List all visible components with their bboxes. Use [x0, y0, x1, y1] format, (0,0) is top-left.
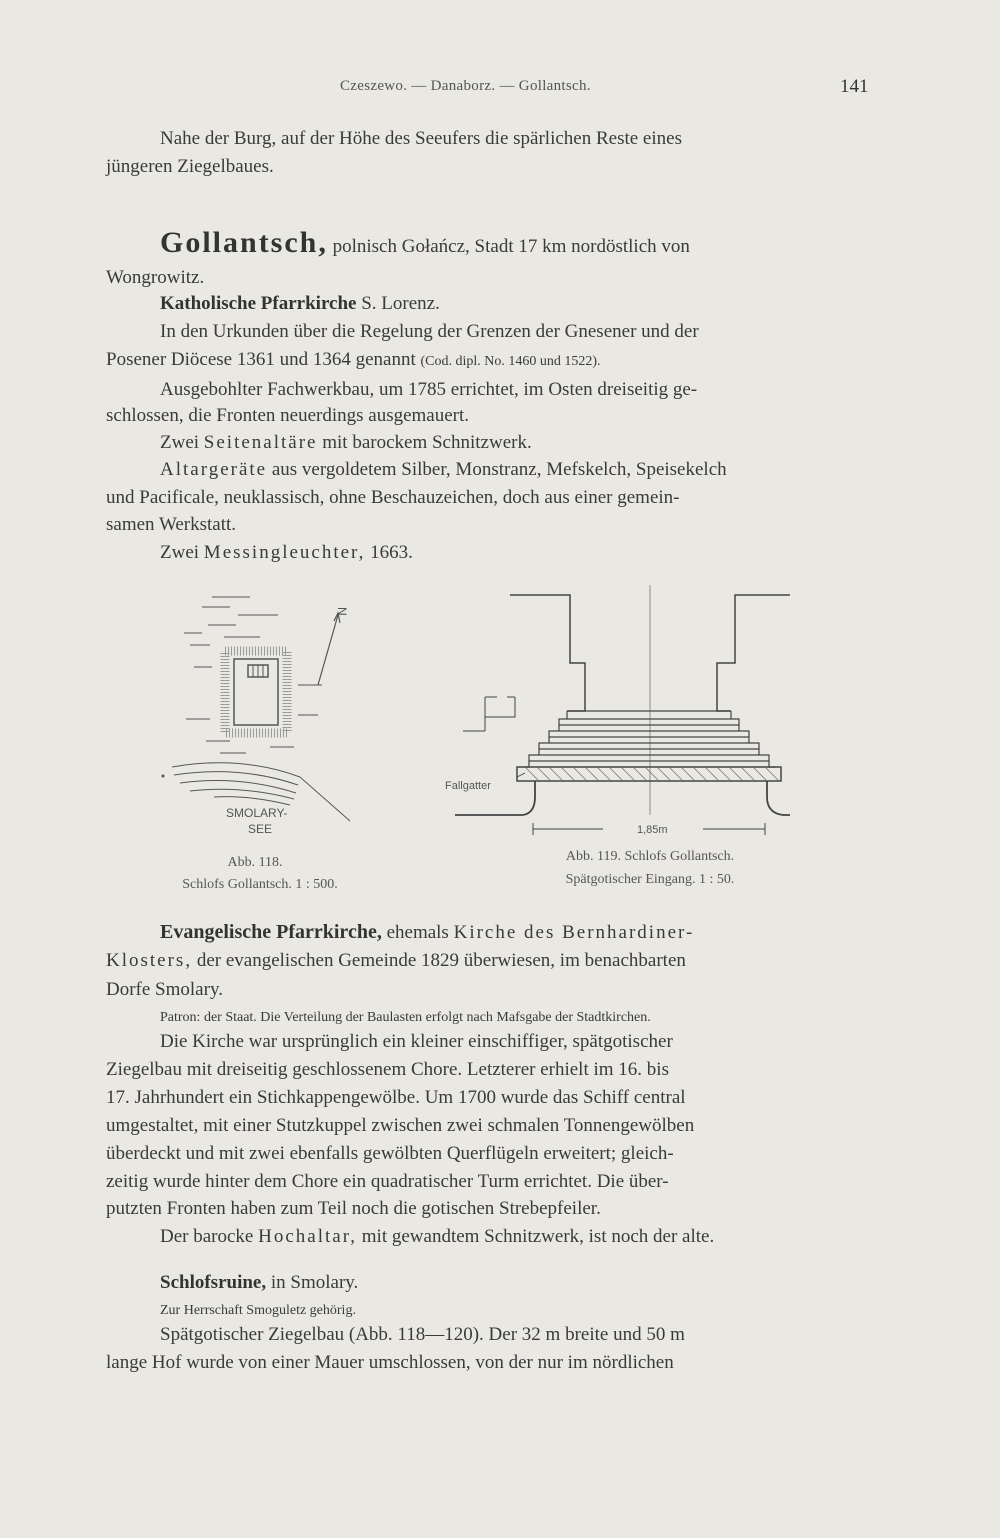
evang-line-8-b: mit gewandtem Schnitzwerk, ist noch der alte. — [361, 1226, 715, 1247]
intro-line-2: jüngeren Ziegelbaues. — [106, 156, 274, 177]
castle-walls — [234, 659, 278, 725]
evang-heading-rest-a: ehemals — [386, 922, 449, 943]
evang-line-7: putzten Fronten haben zum Teil noch die gotischen Strebepfeiler. — [106, 1198, 601, 1219]
evang-heading-line-2 — [106, 949, 686, 973]
lake-label-1: SMOLARY- — [226, 806, 288, 820]
portcullis — [517, 767, 781, 781]
kath-p3-spaced: Seitenaltäre — [203, 432, 318, 453]
kath-p5-line — [160, 541, 413, 565]
kath-p4-line-1 — [160, 458, 727, 482]
gollantsch-heading-line — [160, 226, 690, 259]
kath-heading-line — [160, 292, 440, 316]
kath-p1-citation: (Cod. dipl. No. 1460 und 1522). — [420, 354, 601, 369]
schloss-heading: Schlofsruine, — [160, 1272, 267, 1293]
portcullis-label: Fallgatter — [445, 780, 491, 792]
kath-p4-text: aus vergoldetem Silber, Monstranz, Mefskelch, Speisekelch — [271, 459, 727, 480]
gollantsch-title-line-2: Wongrowitz. — [106, 267, 205, 288]
kath-p1-text: Posener Diöcese 1361 und 1364 genannt — [106, 349, 416, 370]
intro-line-1: Nahe der Burg, auf der Höhe des Seeufers die spärlichen Reste eines — [160, 128, 682, 149]
schloss-note: Zur Herrschaft Smoguletz gehörig. — [160, 1303, 356, 1318]
lake-label-2: SEE — [248, 822, 273, 836]
kath-heading: Katholische Pfarrkirche — [160, 293, 357, 314]
evang-line-6: zeitig wurde hinter dem Chore ein quadratischer Turm errichtet. Die über- — [106, 1171, 669, 1192]
kath-p2-line-1: Ausgebohlter Fachwerkbau, um 1785 errichtet, im Osten dreiseitig ge- — [160, 379, 698, 400]
schloss-heading-rest: in Smolary. — [270, 1272, 359, 1293]
kath-p2-line-2: schlossen, die Fronten neuerdings ausgemauert. — [106, 405, 470, 426]
evang-line-1: Die Kirche war ursprünglich ein kleiner einschiffiger, spätgotischer — [160, 1031, 673, 1052]
north-arrow — [318, 615, 338, 685]
schloss-line-1: Spätgotischer Ziegelbau (Abb. 118—120). Der 32 m breite und 50 m — [160, 1324, 685, 1345]
kath-p3-line — [160, 431, 532, 455]
evang-patron-note: Patron: der Staat. Die Verteilung der Baulasten erfolgt nach Mafsgabe der Stadtkirchen. — [160, 1010, 651, 1025]
evang-line-4: umgestaltet, mit einer Stutzkuppel zwischen zwei schmalen Tonnengewölben — [106, 1115, 695, 1136]
evang-line-8 — [160, 1225, 714, 1249]
kath-heading-rest: S. Lorenz. — [361, 293, 440, 314]
kath-p5-spaced: Messingleuchter, — [203, 542, 366, 563]
dimension-label: 1,85m — [637, 824, 668, 836]
kath-p1-line-2 — [106, 348, 601, 374]
gollantsch-title: Gollantsch, — [160, 226, 328, 259]
figure-119-caption-2: Spätgotischer Eingang. 1 : 50. — [565, 872, 735, 887]
kath-p4-line-3: samen Werkstatt. — [106, 514, 237, 535]
evang-line-3: 17. Jahrhundert ein Stichkappengewölbe. Um 1700 wurde das Schiff central — [106, 1087, 686, 1108]
kath-p1-line-1: In den Urkunden über die Regelung der Grenzen der Gnesener und der — [160, 321, 699, 342]
kath-p3-b: mit barockem Schnitzwerk. — [322, 432, 532, 453]
north-label: N — [335, 607, 349, 616]
evang-heading-rest-b: der evangelischen Gemeinde 1829 überwiesen, im benachbarten — [196, 950, 686, 971]
evang-heading-line-3: Dorfe Smolary. — [106, 979, 223, 1000]
running-head: Czeszewo. — Danaborz. — Gollantsch. — [340, 78, 591, 94]
kath-p4-spaced: Altargeräte — [160, 459, 268, 480]
evang-heading-line — [160, 920, 694, 945]
schloss-heading-line — [160, 1271, 358, 1295]
page-number: 141 — [840, 76, 869, 97]
evang-heading-spaced-2: Klosters, — [106, 950, 193, 971]
evang-line-8-a: Der barocke — [160, 1226, 254, 1247]
evang-line-8-spaced: Hochaltar, — [258, 1226, 358, 1247]
figure-119-caption-1: Abb. 119. Schlofs Gollantsch. — [565, 849, 735, 864]
kath-p5-a: Zwei — [160, 542, 200, 563]
evang-heading-spaced-1: Kirche des Bernhardiner- — [453, 922, 695, 943]
schloss-line-2: lange Hof wurde von einer Mauer umschlossen, von der nur im nördlichen — [106, 1352, 674, 1373]
gollantsch-title-rest: polnisch Gołańcz, Stadt 17 km nordöstlich von — [332, 236, 690, 257]
kath-p5-b: 1663. — [370, 542, 413, 563]
evang-line-5: überdeckt und mit zwei ebenfalls gewölbten Querflügeln erweitert; gleich- — [106, 1143, 674, 1164]
kath-p4-line-2: und Pacificale, neuklassisch, ohne Beschauzeichen, doch aus einer gemein- — [106, 487, 680, 508]
figure-118-caption-2: Schlofs Gollantsch. 1 : 500. — [182, 877, 338, 892]
figure-119-entrance-section — [445, 585, 790, 840]
figure-118-site-plan — [150, 585, 380, 845]
figure-118-caption-1: Abb. 118. — [227, 855, 283, 870]
evang-heading: Evangelische Pfarrkirche, — [160, 921, 382, 943]
kath-p3-a: Zwei — [160, 432, 200, 453]
evang-line-2: Ziegelbau mit dreiseitig geschlossenem Chore. Letzterer erhielt im 16. bis — [106, 1059, 669, 1080]
